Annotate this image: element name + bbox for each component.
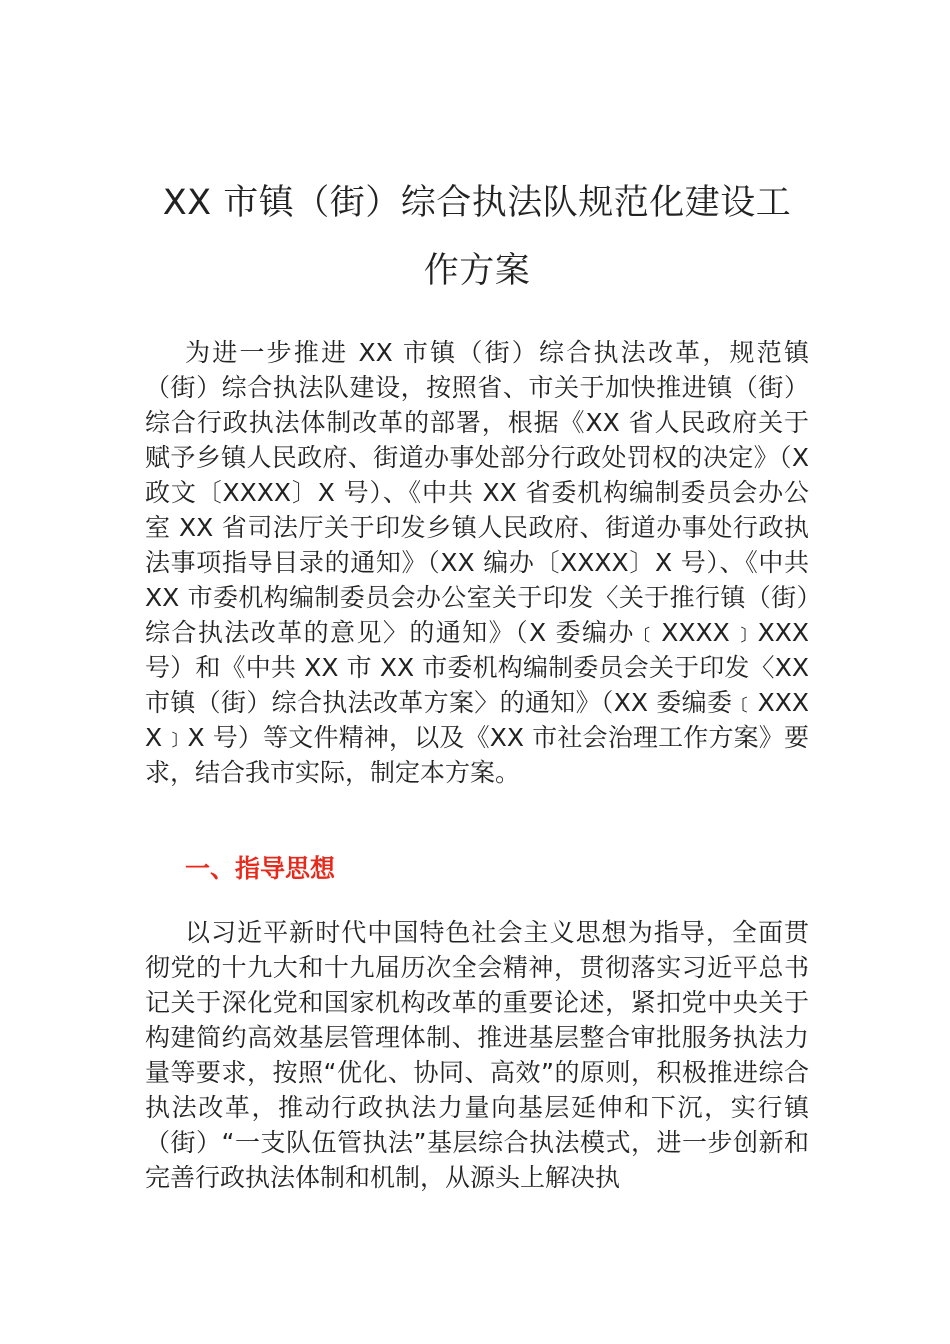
intro-paragraph: 为进一步推进 XX 市镇（街）综合执法改革，规范镇（街）综合执法队建设，按照省、市关于加快推进镇（街）综合行政执法体制改革的部署，根据《XX 省人民政府关于赋予乡镇人民政府、街道办事处部分行政处罚权的决定》（X 政文〔XXXX〕X 号）、《中共 XX 省委机构编制委员会办公室 XX 省司法厅关于印发乡镇人民政府、街道办事处行政执法事项指导目录的通知》（XX 编办〔XXXX〕X 号）、《中共 XX 市委机构编制委员会办公室关于印发〈关于推行镇（街）综合执法改革的意见〉的通知》（X 委编办﹝XXXX﹞XXX 号）和《中共 XX 市 XX 市委机构编制委员会关于印发〈XX 市镇（街）综合执法改革方案〉的通知》（XX 委编委﹝XXXX﹞X 号）等文件精神，以及《XX 市社会治理工作方案》要求，结合我市实际，制定本方案。 xyxy=(145,338,809,787)
section-heading-guiding-ideology: 一、指导思想 xyxy=(185,854,336,883)
document-title-line-2: 作方案 xyxy=(423,251,531,291)
guiding-ideology-paragraph: 以习近平新时代中国特色社会主义思想为指导，全面贯彻党的十九大和十九届历次全会精神，贯彻落实习近平总书记关于深化党和国家机构改革的重要论述，紧扣党中央关于构建简约高效基层管理体制、推进基层整合审批服务执法力量等要求，按照“优化、协同、高效”的原则，积极推进综合执法改革，推动行政执法力量向基层延伸和下沉，实行镇（街）“一支队伍管执法”基层综合执法模式，进一步创新和完善行政执法体制和机制，从源头上解决执 xyxy=(145,918,809,1192)
document-title-line-1: XX 市镇（街）综合执法队规范化建设工 xyxy=(162,183,792,223)
